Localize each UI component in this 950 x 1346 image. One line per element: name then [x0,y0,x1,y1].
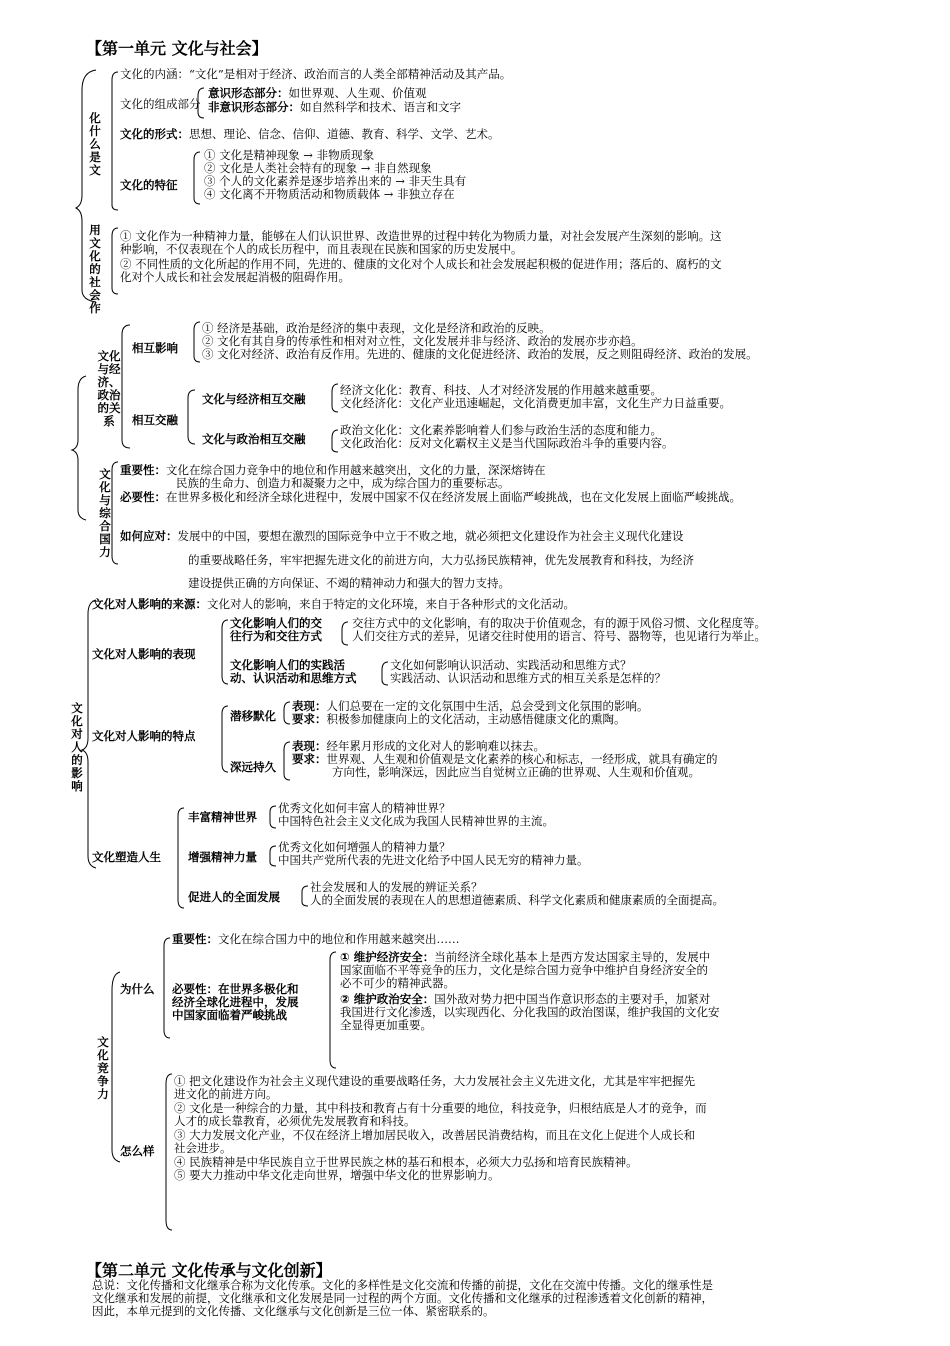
lasting-requirement: 要求：世界观、人生观和价值观是文化素养的核心和标志，一经形成，就具有确定的 [292,752,718,766]
politics-blend-item: 政治文化化：文化素养影响着人们参与政治生活的态度和能力。 [340,423,662,437]
mutual-blend-label: 相互交融 [132,413,178,427]
enrich-item: 中国特色社会主义文化成为我国人民精神世界的主流。 [278,814,554,828]
power-importance-cont: 民族的生命力、创造力和凝聚力之中，成为综合国力的重要标志。 [176,476,510,490]
how-item: ② 文化是一种综合的力量，其中科技和教育占有十分重要的地位，科技竞争，归根结底是人才的竞争，而 [174,1101,707,1115]
communication-item: 人们交往方式的差异，见诸交往时使用的语言、符号、器物等，也见诸行为举止。 [352,629,766,643]
practice-label: 文化影响人们的实践活 [230,658,345,672]
subtle-manifestation: 表现：人们总要在一定的文化氛围中生活，总会受到文化氛围的影响。 [292,699,649,713]
how-item: ④ 民族精神是中华民族自立于世界民族之林的基石和根本，必须大力弘扬和培育民族精神。 [174,1155,638,1169]
strengthen-item: 优秀文化如何增强人的精神力量？ [278,840,451,854]
culture-components-label: 文化的组成部分 [120,97,201,111]
compete-necessity-label: 必要性：在世界多极化和 [172,982,299,996]
enrich-label: 丰富精神世界 [188,810,257,824]
enrich-item: 优秀文化如何丰富人的精神世界？ [278,801,451,815]
communication-item: 交往方式中的文化影响，有的取决于价值观念，有的源于风俗习惯、文化程度等。 [352,616,766,630]
strengthen-item: 中国共产党所代表的先进文化给予中国人民无穷的精神力量。 [278,853,589,867]
role-line: ① 文化作为一种精神力量，能够在人们认识世界、改造世界的过程中转化为物质力量，对社会发展产生深刻的影响。这 [120,229,722,243]
influence-manifestation-label: 文化对人影响的表现 [92,647,196,661]
compete-necessity-label: 中国家面临着严峻挑战 [172,1008,287,1022]
lasting-label: 深远持久 [230,760,276,774]
economic-security-cont: 国家面临不平等竞争的压力，文化是综合国力竞争中维护自身经济安全的 [340,963,708,977]
culture-connotation: 文化的内涵：“文化”是相对于经济、政治而言的人类全部精神活动及其产品。 [120,67,512,81]
section-label-social-role: 用文化的社会作 [89,223,101,315]
develop-label: 促进人的全面发展 [188,890,280,904]
section-label-influence: 文化对人的影响 [71,701,83,793]
compete-necessity-label: 经济全球化进程中，发展 [172,995,299,1009]
non-ideology-row: 非意识形态部分：如自然科学和技术、语言和文字 [208,100,461,114]
influence-source: 文化对人影响的来源：文化对人的影响，来自于特定的文化环境，来自于各种形式的文化活动。 [92,597,575,611]
influence-item: ② 文化有其自身的传承性和相对对立性，文化发展并非与经济、政治的发展亦步亦趋。 [202,334,643,348]
how-item: ① 把文化建设作为社会主义现代建设的重要战略任务，大力发展社会主义先进文化，尤其是牢牢把握先 [174,1074,696,1088]
econ-blend-item: 经济文化化：教育、科技、人才对经济发展的作用越来越重要。 [340,383,662,397]
unit2-title: 【第二单元 文化传承与文化创新】 [86,1261,332,1280]
section-label-econ-politics: 文化与经济、政治的关系 [97,349,121,428]
practice-label: 动、认识活动和思维方式 [230,671,357,685]
communication-label: 往行为和交往方式 [230,629,322,643]
economic-security-cont: 必不可少的精神武器。 [340,976,455,990]
how-label: 怎么样 [120,1144,155,1158]
section-label-national-power: 文化与综合国力 [99,467,111,559]
how-item: ③ 大力发展文化产业，不仅在经济上增加居民收入，改善居民消费结构，而且在文化上促进个人成长和 [174,1128,696,1142]
political-security: ② 维护政治安全：国外敌对势力把中国当作意识形态的主要对手，加紧对 [340,992,711,1006]
how-item: 进文化的前进方向。 [174,1087,278,1101]
lasting-requirement-cont: 方向性，影响深远，因此应当自觉树立正确的世界观、人生观和价值观。 [332,765,700,779]
mutual-influence-label: 相互影响 [132,341,178,355]
section-label-what-is-culture: 化什么是文 [89,111,101,177]
subtle-requirement: 要求：积极参加健康向上的文化活动，主动感悟健康文化的熏陶。 [292,712,626,726]
why-label: 为什么 [120,982,155,996]
unit1-title: 【第一单元 文化与社会】 [86,39,268,58]
power-necessity: 必要性：在世界多极化和经济全球化进程中，发展中国家不仅在经济发展上面临严峻挑战，也在文化发展上面临严峻挑战。 [120,490,741,504]
how-item: ⑤ 要大力推动中华文化走向世界，增强中华文化的世界影响力。 [174,1168,500,1182]
communication-label: 文化影响人们的交 [230,616,322,630]
feature-item: ① 文化是精神现象 → 非物质现象 [204,148,375,162]
influence-features-label: 文化对人影响的特点 [92,729,196,743]
role-line: 化对个人成长和社会发展起消极的阻碍作用。 [120,270,350,284]
subtle-label: 潜移默化 [230,709,276,723]
ideology-row: 意识形态部分：如世界观、人生观、价值观 [208,86,427,100]
econ-blend-item: 文化经济化：文化产业迅速崛起，文化消费更加丰富，文化生产力日益重要。 [340,396,731,410]
feature-item: ④ 文化离不开物质活动和物质载体 → 非独立存在 [204,187,455,201]
compete-importance: 重要性：文化在综合国力中的地位和作用越来越突出…… [172,932,460,946]
role-line: ② 不同性质的文化所起的作用不同，先进的、健康的文化对个人成长和社会发展起积极的促进作用；落后的、腐朽的文 [120,257,722,271]
power-response-cont: 的重要战略任务，牢牢把握先进文化的前进方向，大力弘扬民族精神，优先发展教育和科技，为经济 [188,553,694,567]
culture-forms-row: 文化的形式：思想、理论、信念、信仰、道德、教育、科学、文学、艺术。 [120,127,500,141]
unit2-summary-line: 总说：文化传播和文化继承合称为文化传承。文化的多样性是文化交流和传播的前提，文化在交流中传播。文化的继承性是 [92,1278,713,1292]
practice-item: 文化如何影响认识活动、实践活动和思维方式？ [390,658,632,672]
how-item: 社会进步。 [174,1141,232,1155]
develop-item: 人的全面发展的表现在人的思想道德素质、科学文化素质和健康素质的全面提高。 [310,893,724,907]
unit2-summary-line: 因此，本单元提到的文化传播、文化继承与文化创新是三位一体、紧密联系的。 [92,1304,495,1318]
feature-item: ③ 个人的文化素养是逐步培养出来的 → 非天生具有 [204,174,467,188]
politics-blend-label: 文化与政治相互交融 [202,432,306,446]
develop-item: 社会发展和人的发展的辨证关系？ [310,880,483,894]
politics-blend-item: 文化政治化：反对文化霸权主义是当代国际政治斗争的重要内容。 [340,436,674,450]
role-line: 种影响，不仅表现在个人的成长历程中，而且表现在民族和国家的历史发展中。 [120,242,523,256]
power-response-cont: 建设提供正确的方向保证、不竭的精神动力和强大的智力支持。 [188,576,510,590]
how-item: 人才的成长靠教育，必须优先发展教育和科技。 [174,1114,416,1128]
practice-item: 实践活动、认识活动和思维方式的相互关系是怎样的？ [390,671,666,685]
shape-life-label: 文化塑造人生 [92,850,161,864]
influence-item: ① 经济是基础，政治是经济的集中表现，文化是经济和政治的反映。 [202,321,551,335]
power-response: 如何应对：发展中的中国，要想在激烈的国际竞争中立于不败之地，就必须把文化建设作为社会主义现代化建设 [120,529,684,543]
section-label-competitiveness: 文化竞争力 [97,1035,109,1101]
political-security-cont: 全显得更加重要。 [340,1018,432,1032]
econ-blend-label: 文化与经济相互交融 [202,392,306,406]
feature-item: ② 文化是人类社会特有的现象 → 非自然现象 [204,161,432,175]
economic-security: ① 维护经济安全：当前经济全球化基本上是西方发达国家主导的，发展中 [340,950,711,964]
lasting-manifestation: 表现：经年累月形成的文化对人的影响难以抹去。 [292,739,545,753]
culture-features-label: 文化的特征 [120,178,178,192]
strengthen-label: 增强精神力量 [188,850,257,864]
power-importance: 重要性：文化在综合国力竞争中的地位和作用越来越突出，文化的力量，深深熔铸在 [120,463,546,477]
unit2-summary-line: 文化继承和发展的前提，文化继承和文化发展是同一过程的两个方面。文化传播和文化继承的过程渗透着文化创新的精神， [92,1291,713,1305]
influence-item: ③ 文化对经济、政治有反作用。先进的、健康的文化促进经济、政治的发展，反之则阻碍经济、政治的发展。 [202,347,758,361]
political-security-cont: 我国进行文化渗透，以实现西化、分化我国的政治图谋，维护我国的文化安 [340,1005,720,1019]
